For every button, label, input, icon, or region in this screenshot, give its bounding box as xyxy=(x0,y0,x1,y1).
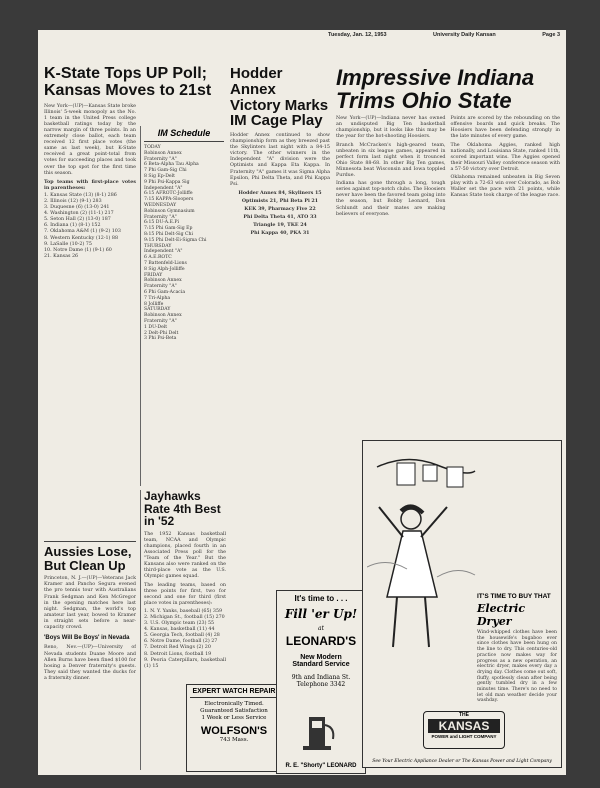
watch-ad-line: Electronically Timed. xyxy=(204,701,264,707)
list-item: 7. Detroit Red Wings (2) 20 xyxy=(144,645,211,651)
watch-ad-line: 1 Week or Less Service xyxy=(201,715,267,721)
result-line: Optimists 21, Phi Beta Pi 21 xyxy=(241,197,319,204)
poll-entry: 10. Notre Dame (1) (9-1) 60 xyxy=(44,247,112,253)
boys-body: Reno, Nev.—(UP)—University of Nevada students Duane Moore and Allen Burns have been fined $100 for hosing a Denver fraternity's guests. They said they wanted the ducks for a fraternity dinner. xyxy=(44,645,136,681)
leonard-ad-line: New Modern xyxy=(300,654,342,661)
leonard-ad-at: at xyxy=(318,625,324,632)
kstate-headline: K-State Tops UP Poll; Kansas Moves to 21st xyxy=(44,66,212,99)
indiana-body: Oklahoma remained unbeaten in Big Seven play with a 72-63 win over Colorado, as Bob Waller set the pace with 21 points, while Kansas State took charge of the league race. xyxy=(450,175,560,199)
jayhawks-list xyxy=(144,609,226,670)
indiana-body: Points are scored by the rebounding on the offensive boards and quick breaks. The Hoosiers have been defending strongly in the late minutes of every game. xyxy=(450,116,560,140)
logo-top: THE xyxy=(459,712,469,718)
result-line: Phi Kappa 40, PKA 31 xyxy=(250,230,310,237)
logo-sub: POWER and LIGHT COMPANY xyxy=(431,734,497,739)
kstate-poll-list xyxy=(44,193,136,260)
kstate-poll-title: Top teams with first-place votes in parentheses: xyxy=(44,178,136,191)
hodder-story xyxy=(230,66,330,626)
aussies-story xyxy=(44,538,136,770)
indiana-body: Indiana has gone through a long, tough series against top-notch clubs. The Hoosiers never have been the favored team going into the season, but Bobby Leonard, Don Schlundt and their mates are making believers of everyone. xyxy=(336,181,446,217)
hodder-results xyxy=(230,190,330,237)
indiana-headline: Impressive Indiana Trims Ohio State xyxy=(336,66,535,114)
poll-entry: 1. Kansas State (13) (8-1) 286 xyxy=(44,192,117,198)
result-line: Hodder Annex 84, Skyliners 15 xyxy=(238,189,322,196)
dryer-ad-script: Electric Dryer xyxy=(477,602,526,628)
boys-headline: 'Boys Will Be Boys' in Nevada xyxy=(44,635,130,642)
electric-dryer-ad xyxy=(362,440,562,768)
kstate-body: New York—(UP)—Kansas State broke Illinois' 5-week monopoly as the No. 1 team in the United Press college basketball ratings today by the narrow margin of three points. In an extremely close ballot, each team received 12 first place votes (the same as last week), but K-State received a great point-total from votes for succeeding places and took over the top spot for the first time this season. xyxy=(44,103,136,176)
folio-page: Page 3 xyxy=(542,32,560,38)
dryer-ad-body: Wind-whipped clothes have been the housewife's bugaboo ever since clothes have been hung on the line to dry. This centuries-old practice now makes way for progress as a new operation, an electric dryer, makes every day a drying day. Clothes come out soft, fluffy, spotlessly clean after being gently tumbled dry in a few minutes time. There's no need to let old man weather decide your washday. xyxy=(477,630,557,704)
im-schedule-box xyxy=(140,126,224,486)
poll-entry: 9. LaSalle (10-2) 75 xyxy=(44,241,92,247)
im-schedule-body: TODAY Robinson Annex Fraternity "A" 6 Beta-Alpha Tau Alpha 7 Phi Gam-Sig Chi 8 Sig Ep-Delt 9 Phi Psi-Kappa Sig Independent "A" 6:15 AFROTC-Jolliffe 7:15 KAPPA-Sloopers WEDNESDAY Robinson Gymnasium Fraternity "A" 6:15 DU-A.E.Pi 7:15 Phi Gam-Sig Ep 8:15 Phi Delt-Sig Chi 9:15 Phi Delt-Ei-Sigma Chi THURSDAY Independent "A" 6 A.E.ROTC 7 Battenfeld-Lions 8 Sig Alph-Jolliffe FRIDAY Robinson Annex Fraternity "A" 6 Phi Gam-Acacia 7 Tri-Alpha 8 Jolliffe SATURDAY Robinson Annex Fraternity "A" 1 DU-Delt 2 Delt-Phi Delt 3 Phi Psi-Beta xyxy=(144,145,207,342)
leonard-ad-address: Telephone 3342 xyxy=(296,681,346,688)
dryer-ad-headline: IT'S TIME TO BUY THAT xyxy=(477,593,551,600)
watch-ad-title: EXPERT WATCH REPAIR xyxy=(190,688,278,698)
leonard-ad-owner: R. E. "Shorty" LEONARD xyxy=(285,763,357,769)
poll-entry: 4. Washington (2) (11-1) 217 xyxy=(44,211,114,217)
poll-entry: 21. Kansas 26 xyxy=(44,253,79,259)
list-item: 6. Notre Dame, football (2) 27 xyxy=(144,639,218,645)
list-item: 2. Michigan St., football (15) 270 xyxy=(144,615,225,620)
aussies-headline: Aussies Lose, But Clean Up xyxy=(44,544,132,573)
woman-clothesline-illustration xyxy=(367,447,477,677)
watch-ad-line: Guaranteed Satisfaction xyxy=(200,708,268,714)
list-item: 9. Peoria Caterpillars, basketball (1) 15 xyxy=(144,657,226,669)
poll-entry: 8. Western Kentucky (12-1) 88 xyxy=(44,235,118,241)
kansas-power-light-logo xyxy=(423,711,505,749)
leonard-ad-line: Standard Service xyxy=(292,661,350,668)
dryer-ad-copy xyxy=(477,593,557,706)
poll-entry: 2. Illinois (12) (9-1) 283 xyxy=(44,199,102,204)
aussies-body: Princeton, N. J.—(UP)—Veterans Jack Kramer and Pancho Segura evened the pro tennis tour with Australians Frank Sedgman and Ken McGregor in the opening matches here last night. Sedgman, the world's top amateur last year, bowed to Kramer in straight sets before a near-capacity crowd. xyxy=(44,576,136,631)
gas-pump-illustration xyxy=(287,713,349,751)
list-item: 4. Kansas, basketball (11) 44 xyxy=(144,627,215,633)
jayhawks-list-title: The leading teams, based on three points for first, two for second and one for third (first place votes in parentheses): xyxy=(144,582,226,606)
im-schedule-title: IM Schedule xyxy=(157,128,211,138)
result-line: Phi Delta Theta 41, ATO 33 xyxy=(243,214,317,221)
list-item: 5. Georgia Tech, football (4) 28 xyxy=(144,633,220,639)
list-item: 1. N. Y. Yanks, baseball (65) 359 xyxy=(144,608,223,614)
indiana-body: New York—(UP)—Indiana never has owned an undisputed Big Ten basketball championship, but it looks like this may be the year for the hot-shooting Hoosiers. xyxy=(336,116,446,140)
logo-name: KANSAS xyxy=(428,719,500,733)
poll-entry: 7. Oklahoma A&M (1) (9-2) 103 xyxy=(44,229,121,235)
leonard-ad-lead: It's time to . . . xyxy=(294,594,348,603)
watch-repair-ad xyxy=(186,684,282,772)
indiana-story xyxy=(336,66,560,396)
leonard-ad-address: 9th and Indiana St. xyxy=(291,674,351,681)
watch-ad-store: WOLFSON'S xyxy=(200,725,268,737)
folio-date: Tuesday, Jan. 12, 1953 xyxy=(328,32,387,38)
newspaper-page xyxy=(38,30,566,775)
watch-ad-address: 743 Mass. xyxy=(219,737,249,743)
result-line: KEK 39, Pharmacy Five 22 xyxy=(244,206,316,213)
dryer-ad-footer: See Your Electric Appliance Dealer or The Kansas Power and Light Company xyxy=(372,759,552,764)
folio-paper: University Daily Kansan xyxy=(433,32,496,38)
leonard-ad-script: Fill 'er Up! xyxy=(284,607,358,621)
page-folio xyxy=(328,32,560,42)
hodder-body: Hodder Annex continued to show championship form as they breezed past the Skylinters last night with a 84-15 victory. The other winners in the Independent "A" division were the Optimists and Kappa Eta Kappa. In Fraternity "A" games it was Sigma Alpha Epsilon, Phi Delta Theta, and Phi Kappa Psi. xyxy=(230,133,330,187)
list-item: 8. Detroit Lions, football 19 xyxy=(144,651,212,657)
result-line: Triangle 19, TKE 24 xyxy=(253,222,307,229)
leonard-ad-name: LEONARD'S xyxy=(285,634,357,648)
indiana-body: The Oklahoma Aggies, ranked high nationally, and Louisiana State, ranked 11th, scored important wins. The Aggies opened their Missouri Valley conference season with a 57-50 victory over Detroit. xyxy=(450,142,560,172)
jayhawks-headline: Jayhawks Rate 4th Best in '52 xyxy=(144,490,221,529)
indiana-body: Branch McCracken's high-geared team, unbeaten in six league games, appeared in perfect form last night when it trounced Ohio State 88-68. In other Big Ten games, Minnesota beat Wisconsin and Iowa toppled Purdue. xyxy=(336,142,446,179)
poll-entry: 6. Indiana (1) (8-1) 152 xyxy=(44,223,101,229)
poll-entry: 5. Seton Hall (2) (13-0) 187 xyxy=(44,217,111,223)
leonards-ad xyxy=(276,590,366,774)
list-item: 3. U.S. Olympic team (23) 55 xyxy=(144,621,215,627)
poll-entry: 3. Duquesne (6) (13-0) 241 xyxy=(44,205,110,211)
hodder-headline: Hodder Annex Victory Marks IM Cage Play xyxy=(230,66,329,130)
jayhawks-body: The 1952 Kansas basketball team, NCAA and Olympic champions, placed fourth in an Associated Press poll for the "Team of the Year." But the Kansans also were ranked on the third-place vote as the U.S. Olympic games squad. xyxy=(144,531,226,580)
